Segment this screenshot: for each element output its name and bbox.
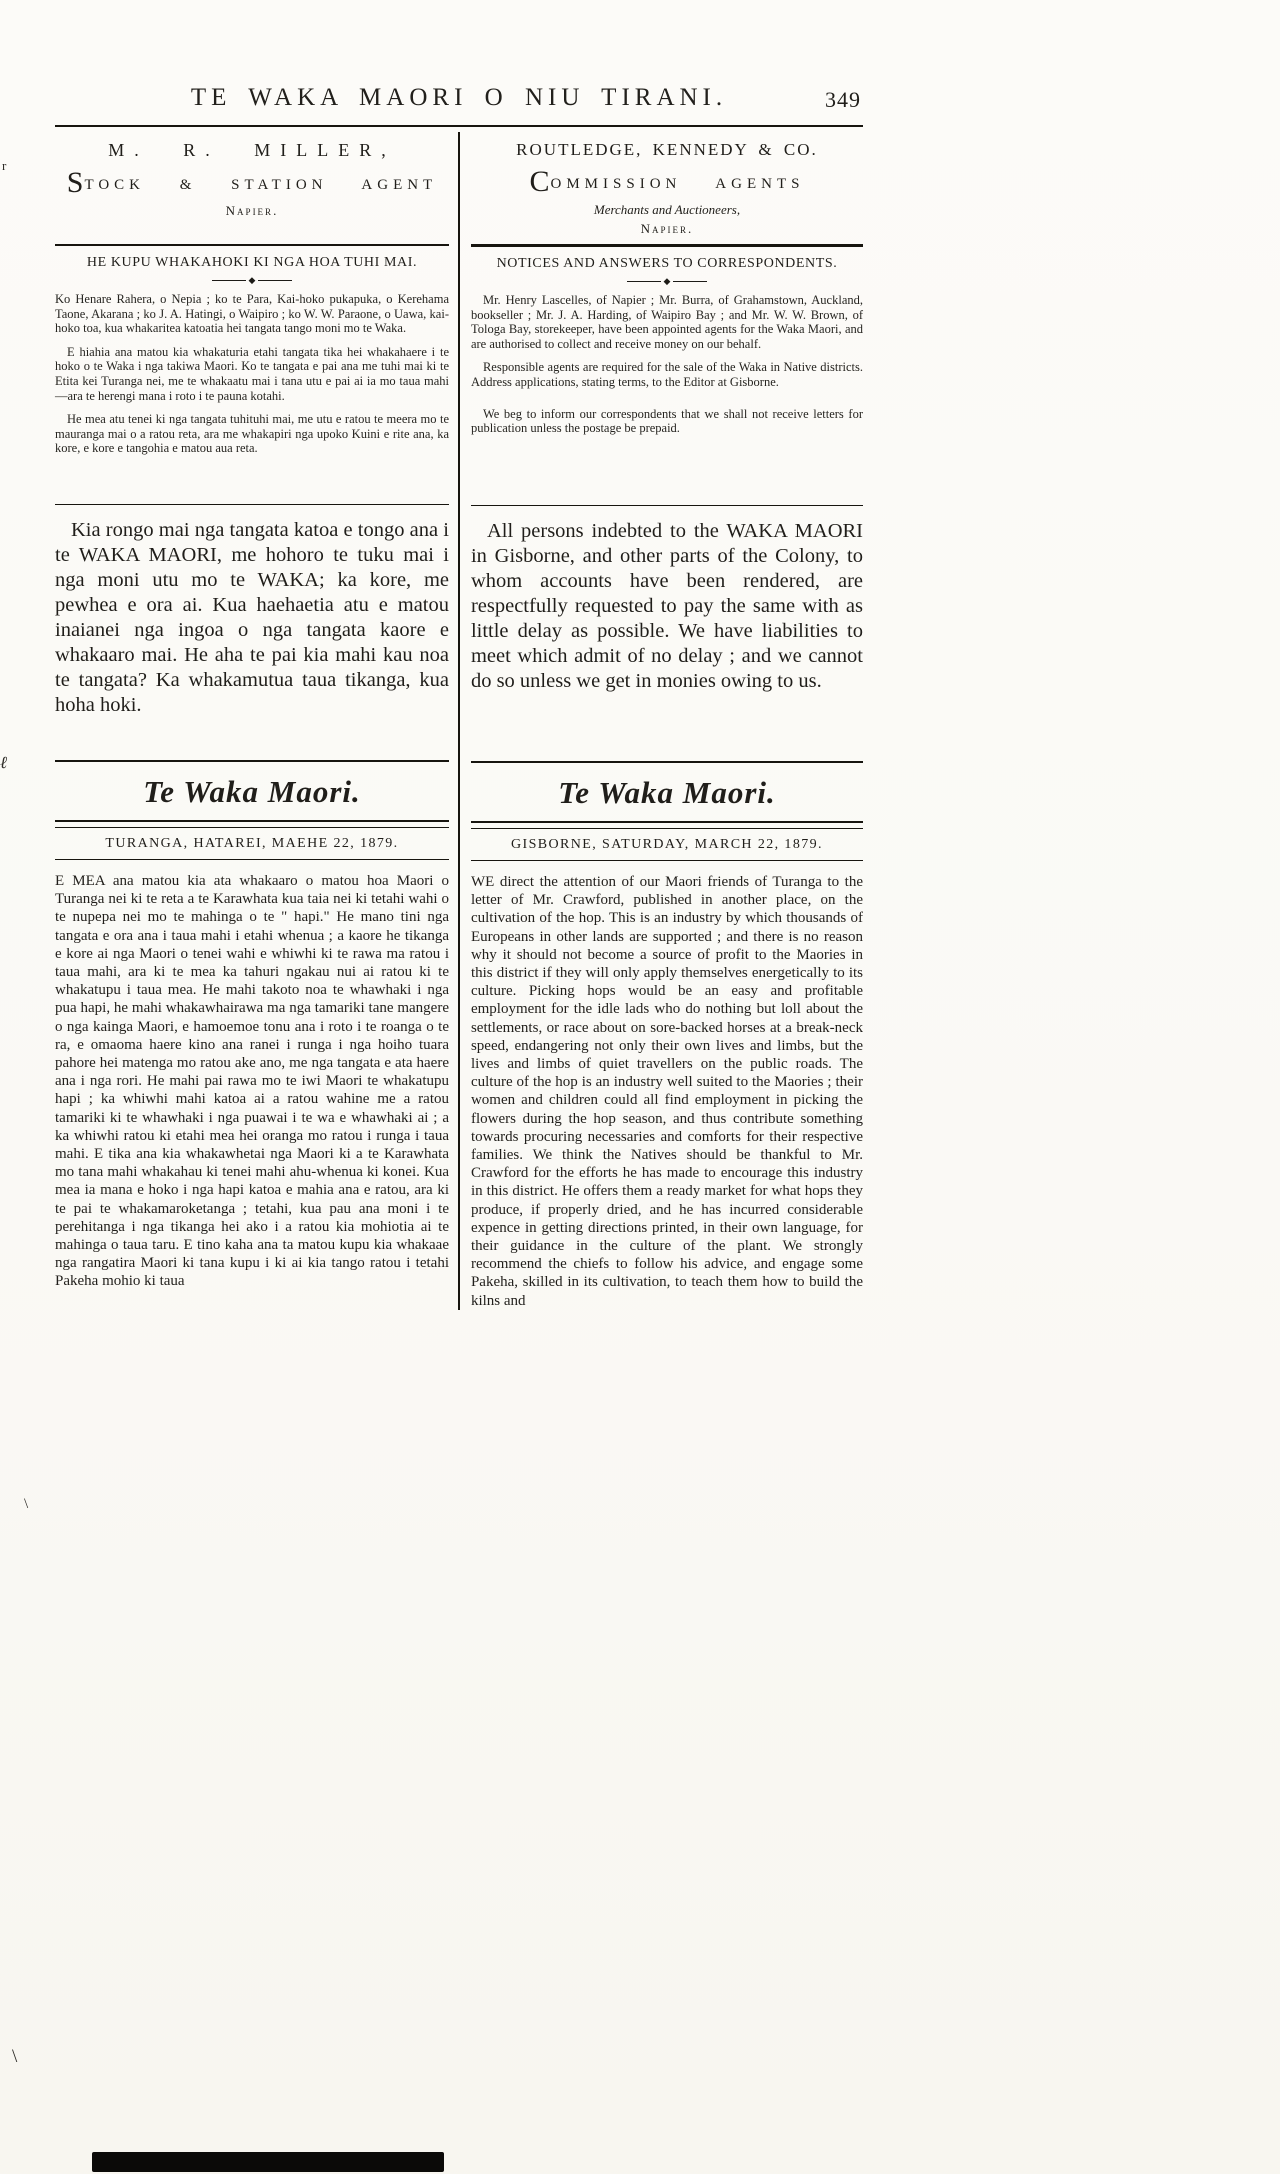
header-rule xyxy=(55,125,863,127)
page-number: 349 xyxy=(825,87,861,112)
rule xyxy=(55,504,449,505)
drop-initial-c: C xyxy=(529,165,551,198)
left-leading-article: E MEA ana matou kia ata whakaaro o matou hoa Maori o Turanga nei ki te reta a te Karawhata kua taia nei ki tetahi wahi o te nupepa nei mo te mahinga o te " hapi." He mano tini nga tangata e ora ana i taua mahi i etahi whenua ; a kaore he tikanga e kore ai nga Maori o tenei wahi e whiwhi ki te rawa ma ratou i taua mahi, ara ki te mea ka tahuri ngakau nui ai ratou ki te whakatupu i taua mea. He mahi takoto noa te whawhaki i nga pua hapi, he mahi whakawhairawa ma nga tamariki tane mangere o nga kainga Maori, e hamoemoe tonu ana i roto i te roanga o te ra, e omaoma haere kino ana ranei i runga i nga hoiho tuara pahore hei matenga mo ratou ake ano, me nga tangata e ata haere ana i nga rori. He mahi pai rawa mo te iwi Maori te whakatupu hapi ; ka whiwhi mahi katoa ai a ratou wahine me a ratou tamariki ki te whawhaki i nga puawai i te wa e whawhaki ai ; a ka whiwhi ratou ki etahi mea hei oranga mo ratou i runga i taua mahi. E tika ana kia whakawhetai nga Maori ki a te Karawhata mo tana mahi whakahau ki tenei mahi ahu-whenua ki konei. Kua mea ia mana e hoko i nga hapi katoa e mahia ana e ratou, ara ki te pai te whakamaroketanga ; tetahi, kua pau ana moni i te perehitanga i nga tikanga hei ako i a ratou kia mohiotia ai te mahinga o taua taru. E tino kaha ana ta matou kupu kia whakaae nga rangatira Maori ki tana kupu i ki ai kia tango ratou i tetahi Pakeha mohio ki taua xyxy=(55,873,449,1290)
paragraph: Responsible agents are required for the sale of the Waka in Native districts. Address applications, stating terms, to the Editor at Gisborne. xyxy=(470,360,863,389)
right-section-heading: NOTICES AND ANSWERS TO CORRESPONDENTS. xyxy=(496,256,838,271)
left-masthead: Te Waka Maori. xyxy=(143,774,361,809)
rule xyxy=(55,859,449,860)
left-section-heading: HE KUPU WHAKAHOKI KI NGA HOA TUHI MAI. xyxy=(86,255,418,270)
diamond-icon: ◆ xyxy=(663,276,671,286)
rule xyxy=(471,860,863,861)
paragraph: Mr. Henry Lascelles, of Napier ; Mr. Burra, of Grahamstown, Auckland, bookseller ; Mr. J. A. Harding, of Waipiro Bay ; and Mr. W. W. Brown, of Tologa Bay, storekeeper, have been appointed agents for the Waka Maori, and are authorised to collect and receive money on our behalf. xyxy=(470,293,863,351)
scan-artifact-mark: ℓ xyxy=(0,753,8,772)
ad-miller-name: M. R. MILLER, xyxy=(108,140,396,160)
right-column xyxy=(460,132,863,1310)
scan-artifact-mark: r xyxy=(2,158,7,173)
right-correspondence-notices xyxy=(471,293,863,505)
ad-miller-role-rest: TOCK & STATION AGENT xyxy=(84,177,438,193)
columns xyxy=(55,132,863,1310)
drop-initial-s: S xyxy=(66,166,85,199)
rule xyxy=(55,760,449,762)
ornament-divider xyxy=(471,277,863,286)
rule xyxy=(55,244,449,246)
paragraph: Ko Henare Rahera, o Nepia ; ko te Para, Kai-hoko pukapuka, o Kerehama Taone, Akarana ; ko J. A. Hatingi, o Waipiro ; ko W. W. Paraone, o Uawa, kai-hoko toa, kua whakaritea katoatia hei tangata tango moni mo te Waka. xyxy=(55,292,449,336)
left-subscription-notice: Kia rongo mai nga tangata katoa e tongo ana i te WAKA MAORI, me hohoro te tuku mai i nga moni utu mo te WAKA; ka kore, me pewhea e ora ai. Kua haehaetia atu e matou inaianei nga ingoa o nga tangata kaore e whakaaro mai. He aha te pai kia mahi kau noa te tangata? Ka whakamutua taua tikanga, kua hoha hoki. xyxy=(55,519,449,716)
ad-routledge xyxy=(471,132,863,244)
printed-area xyxy=(55,84,863,1310)
left-dateline: TURANGA, HATAREI, MAEHE 22, 1879. xyxy=(105,836,399,851)
rule xyxy=(471,761,863,763)
scan-artifact-mark: \ xyxy=(12,2046,18,2067)
newspaper-title: TE WAKA MAORI O NIU TIRANI. xyxy=(190,84,728,111)
diamond-icon: ◆ xyxy=(248,275,256,285)
ad-routledge-role xyxy=(471,165,863,199)
rule xyxy=(471,505,863,506)
page-header xyxy=(55,84,863,118)
scan-artifact-mark: \ xyxy=(24,1496,29,1512)
double-rule xyxy=(55,820,449,828)
scan-artifact-bar xyxy=(92,2152,444,2172)
right-masthead: Te Waka Maori. xyxy=(558,775,776,810)
paragraph: He mea atu tenei ki nga tangata tuhituhi mai, me utu e ratou te meera mo te mauranga mai o a ratou reta, ara me whakapiri nga upoko Kuini e rite ana, ka kore, e kore e tangohia e matou aua reta. xyxy=(55,412,449,456)
right-debtors-notice: All persons indebted to the WAKA MAORI in Gisborne, and other parts of the Colony, to whom accounts have been rendered, are respectfully requested to pay the same with as little delay as possible. We have liabilities to meet which admit of no delay ; and we cannot do so unless we get in monies owing to us. xyxy=(470,520,863,692)
double-rule xyxy=(471,821,863,829)
ad-miller xyxy=(55,132,449,244)
paragraph: We beg to inform our correspondents that we shall not receive letters for publication unless the postage be prepaid. xyxy=(470,406,863,436)
paragraph: E hiahia ana matou kia whakaturia etahi tangata tika hei whakahaere i te hoko o te Waka i nga takiwa Maori. Ko te tangata e pai ana me tuhi mai ki te Etita kei Turanga nei, me te whakaatu mai i tana utu e pai ai ia mo taua mahi—ara te herengi mana i roto i te pauna kotahi. xyxy=(55,344,449,403)
ad-routledge-place: Napier. xyxy=(640,221,694,236)
ad-routledge-name: ROUTLEDGE, KENNEDY & CO. xyxy=(516,140,818,159)
right-leading-article: WE direct the attention of our Maori friends of Turanga to the letter of Mr. Crawford, published in another place, on the cultivation of the hop. This is an industry by which thousands of Europeans in other lands are supported ; and there is no reason why it should not become a source of profit to the Maories in this district if they will only apply themselves energetically to its culture. Picking hops would be an easy and profitable employment for the idle lads who do nothing but loll about the settlements, or race about on sore-backed horses at a break-neck speed, endangering not only their own lives and limbs, but the lives and limbs of quiet travellers on the public roads. The culture of the hop is an industry well suited to the Maories ; their women and children could all find employment in picking the flowers during the hop season, and thus contribute something towards procuring necessaries and comforts for their respective families. We think the Natives should be thankful to Mr. Crawford for the efforts he has made to encourage this industry in this district. He offers them a ready market for what hops they produce, if properly dried, and he has incurred considerable expence in getting directions printed, in their own language, for their guidance in the culture of the plant. We strongly recommend the chiefs to follow his advice, and engage some Pakeha, skilled in its cultivation, to teach them how to build the kilns and xyxy=(470,874,863,1309)
right-dateline: GISBORNE, SATURDAY, MARCH 22, 1879. xyxy=(511,837,823,852)
ornament-divider xyxy=(55,276,449,285)
ad-miller-role xyxy=(55,166,449,200)
ad-routledge-role-rest: OMMISSION AGENTS xyxy=(550,176,805,192)
ad-miller-place: Napier. xyxy=(225,203,279,218)
heavy-rule xyxy=(471,244,863,247)
left-column xyxy=(55,132,458,1310)
left-correspondence-notices xyxy=(55,292,449,504)
ad-routledge-subtitle: Merchants and Auctioneers, xyxy=(593,202,741,217)
